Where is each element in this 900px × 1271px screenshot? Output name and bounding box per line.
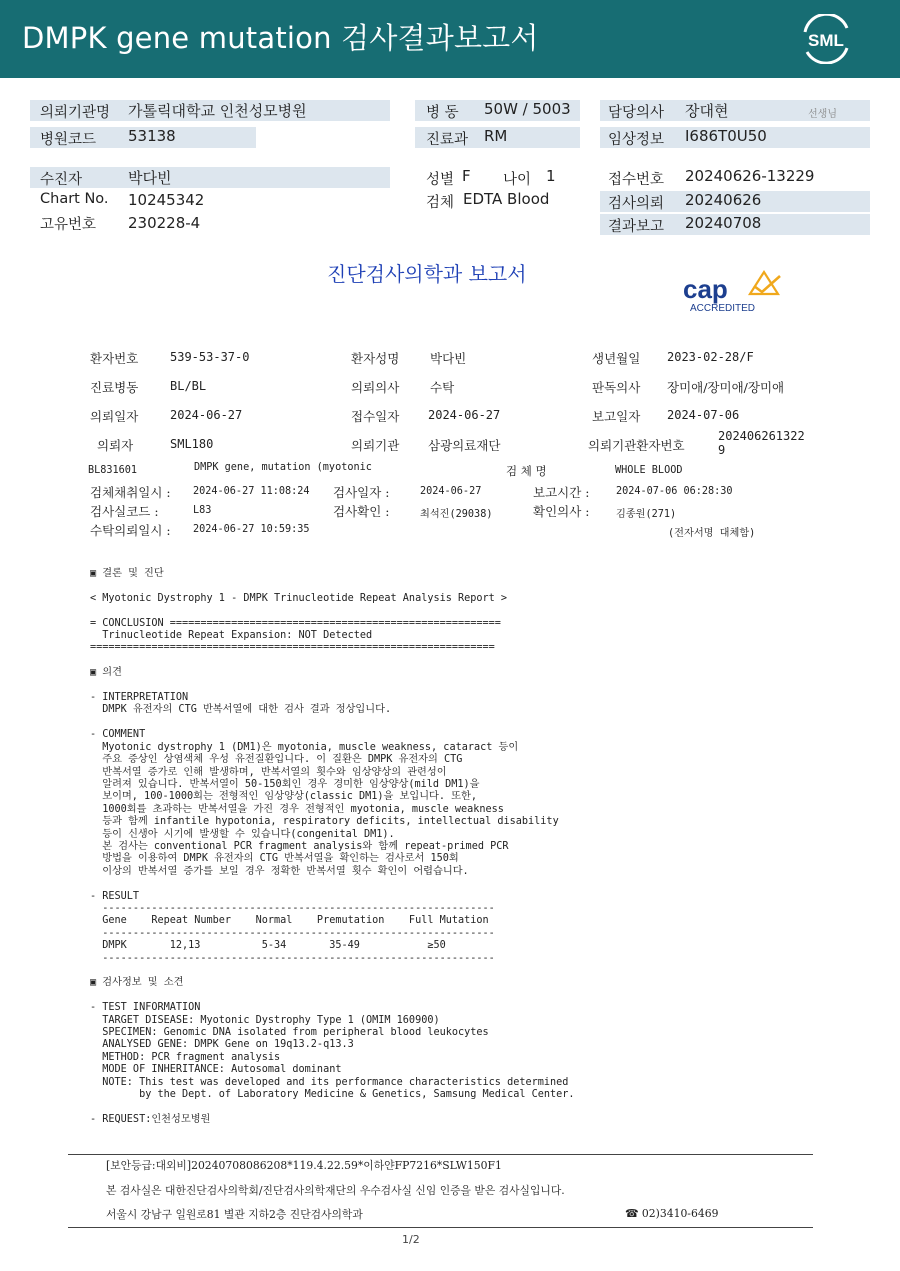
patient-name-label: 환자성명 [351,351,400,366]
room-value: L83 [193,505,212,516]
consign-label: 수탁의뢰일시 : [90,523,171,538]
patient-name-value: 박다빈 [430,351,467,366]
confirm-doc-value: 김종원(271) [616,509,677,520]
collect-value: 2024-06-27 11:08:24 [193,486,310,497]
requester-value: SML180 [170,437,214,451]
result-label: 결과보고 [608,219,665,235]
req-doctor-label: 의뢰의사 [351,380,400,395]
dept-value: RM [484,127,508,145]
confirm-label: 검사확인 : [333,504,390,519]
receipt-value: 20240626-13229 [685,167,815,185]
test-date-value: 2024-06-27 [420,486,482,497]
report-body-text: ▣ 결론 및 진단 < Myotonic Dystrophy 1 - DMPK Trinucleotide Repeat Analysis Report > = CONCLUSION ====================================================== Trinucleotide Repeat Expansion: NOT Detected ================================================================== ▣ 의견 - INTERPRETATION DMPK 유전자의 CTG 반복서열에 대한 검사 결과 정상입니다. - COMMENT Myotonic dystrophy 1 (DM1)은 myotonia, muscle weakness, cataract 등이 주요 증상인 상염색체 우성 유전질환입니다. 이 질환은 DMPK 유전자의 CTG 반복서열 증가로 인해 발생하며, 반복서열의 횟수와 임상양상의 관련성이 알려져 있습니다. 반복서열이 50-150회인 경우 경미한 임상양상(mild DM1)을 보이며, 100-1000회는 전형적인 임상양상(classic DM1)을 보입니다. 또한, 1000회를 초과하는 반복서열을 가진 경우 전형적인 myotonia, muscle weakness 등과 함께 infantile hypotonia, respiratory deficits, intellectual disability 등이 신생아 시기에 발생할 수 있습니다(congenital DM1). 본 검사는 conventional PCR fragment analysis와 함께 repeat-primed PCR 방법을 이용하여 DMPK 유전자의 CTG 반복서열을 확인하는 검사로서 150회 이상의 반복서열 증가를 보일 경우 정확한 반복서열 횟수 확인이 어렵습니다. - RESULT ---------------------------------------------------------------- Gene Repeat Number Normal Premutation Full Mutation ---------------------------------------------------------------- DMPK 12,13 5-34 35-49 ≥50 ---------------------------------------------------------------- ▣ 검사정보 및 소견 - TEST INFORMATION TARGET DISEASE: Myotonic Dystrophy Type 1 (OMIM 160900) SPECIMEN: Genomic DNA isolated from peripheral blood leukocytes ANALYSED GENE: DMPK Gene on 19q13.2-q13.3 METHOD: PCR fragment analysis MODE OF INHERITANCE: Autosomal dominant NOTE: This test was developed and its performance characteristics determined by the Dept. of Laboratory Medicine & Genetics, Samsung Medical Center. - REQUEST:인천성모병원 [90,568,575,1125]
document-title: DMPK gene mutation 검사결과보고서 [22,21,539,55]
report-time-label: 보고시간 : [533,485,590,500]
chart-value: 10245342 [128,191,205,209]
phone-line: ☎ 02)3410-6469 [625,1207,719,1220]
report-date-label: 보고일자 [592,409,641,424]
recv-date-label: 접수일자 [351,409,400,424]
specimen-value: EDTA Blood [463,190,550,208]
req-date-value: 2024-06-27 [170,408,243,422]
meta-specimen-label: 검 체 명 [506,464,547,478]
patient-no-value: 539-53-37-0 [170,350,250,364]
org-patient-value-line2: 9 [718,443,726,457]
sex-value: F [462,167,471,185]
test-code: BL831601 [88,465,138,476]
footer-divider-top [68,1154,813,1155]
signature-note: (전자서명 대체함) [668,528,756,539]
patient-value: 박다빈 [128,169,172,187]
ward-label: 병 동 [426,105,459,121]
dept-label: 진료과 [426,132,469,148]
chart-label: Chart No. [40,191,109,207]
req-org-label: 의뢰기관 [351,438,400,453]
unique-value: 230228-4 [128,214,201,232]
page-number: 1/2 [402,1233,420,1246]
hospital-code-value: 53138 [128,127,176,145]
doctor-suffix: 선생님 [808,109,837,120]
req-doctor-value: 수탁 [430,380,455,395]
cap-text: cap [683,274,728,304]
age-label: 나이 [503,172,532,188]
cap-subtext: ACCREDITED [690,303,756,314]
test-req-label: 검사의뢰 [608,196,665,212]
ward-value: 50W / 5003 [484,100,571,118]
sml-logo-icon [795,14,857,64]
result-value: 20240708 [685,214,762,232]
req-date-label: 의뢰일자 [90,409,139,424]
birth-value: 2023-02-28/F [667,350,754,364]
address-line: 서울시 강남구 일원로81 별관 지하2층 진단검사의학과 [106,1208,363,1221]
clinical-value: I686T0U50 [685,127,767,145]
patient-no-label: 환자번호 [90,351,139,366]
reader-label: 판독의사 [592,380,641,395]
org-patient-label: 의뢰기관환자번호 [588,438,685,453]
report-date-value: 2024-07-06 [667,408,740,422]
test-req-value: 20240626 [685,191,762,209]
requester-label: 의뢰자 [97,438,134,453]
req-org-value: 삼광의료재단 [428,438,501,453]
room-label: 검사실코드 : [90,504,159,519]
confirm-doc-label: 확인의사 : [533,504,590,519]
test-date-label: 검사일자 : [333,485,390,500]
hospital-code-label: 병원코드 [40,132,97,148]
request-org-label: 의뢰기관명 [40,105,111,121]
receipt-label: 접수번호 [608,172,665,188]
birth-label: 생년월일 [592,351,641,366]
cap-accredited-logo-icon [680,266,790,314]
report-ward-value: BL/BL [170,379,207,393]
sex-label: 성별 [426,172,455,188]
age-value: 1 [546,167,556,185]
footer-divider-bottom [68,1227,813,1228]
patient-row [30,167,390,188]
report-ward-label: 진료병동 [90,380,139,395]
unique-label: 고유번호 [40,217,97,233]
consign-value: 2024-06-27 10:59:35 [193,524,310,535]
clinical-label: 임상정보 [608,132,665,148]
doctor-label: 담당의사 [608,105,665,121]
recv-date-value: 2024-06-27 [428,408,501,422]
report-title: 진단검사의학과 보고서 [327,262,527,286]
collect-label: 검체채취일시 : [90,485,171,500]
certification-line: 본 검사실은 대한진단검사의학회/진단검사의학재단의 우수검사실 신임 인증을 받은 검사실입니다. [106,1184,565,1197]
request-org-value: 가톨릭대학교 인천성모병원 [128,102,307,120]
doctor-value: 장대현 [685,102,729,120]
reader-value: 장미애/장미애/장미애 [667,380,785,395]
confirm-value: 최석진(29038) [420,509,493,520]
patient-label: 수진자 [40,172,83,188]
report-time-value: 2024-07-06 06:28:30 [616,486,733,497]
org-patient-value-line1: 202406261322 [718,429,805,443]
meta-specimen-value: WHOLE BLOOD [615,465,683,476]
test-name: DMPK gene, mutation (myotonic [194,462,372,473]
specimen-label: 검체 [426,195,455,211]
security-line: [보안등급:대외비]20240708086208*119.4.22.59*이하얀FP7216*SLW150F1 [106,1159,502,1172]
svg-text:SML: SML [808,31,844,50]
